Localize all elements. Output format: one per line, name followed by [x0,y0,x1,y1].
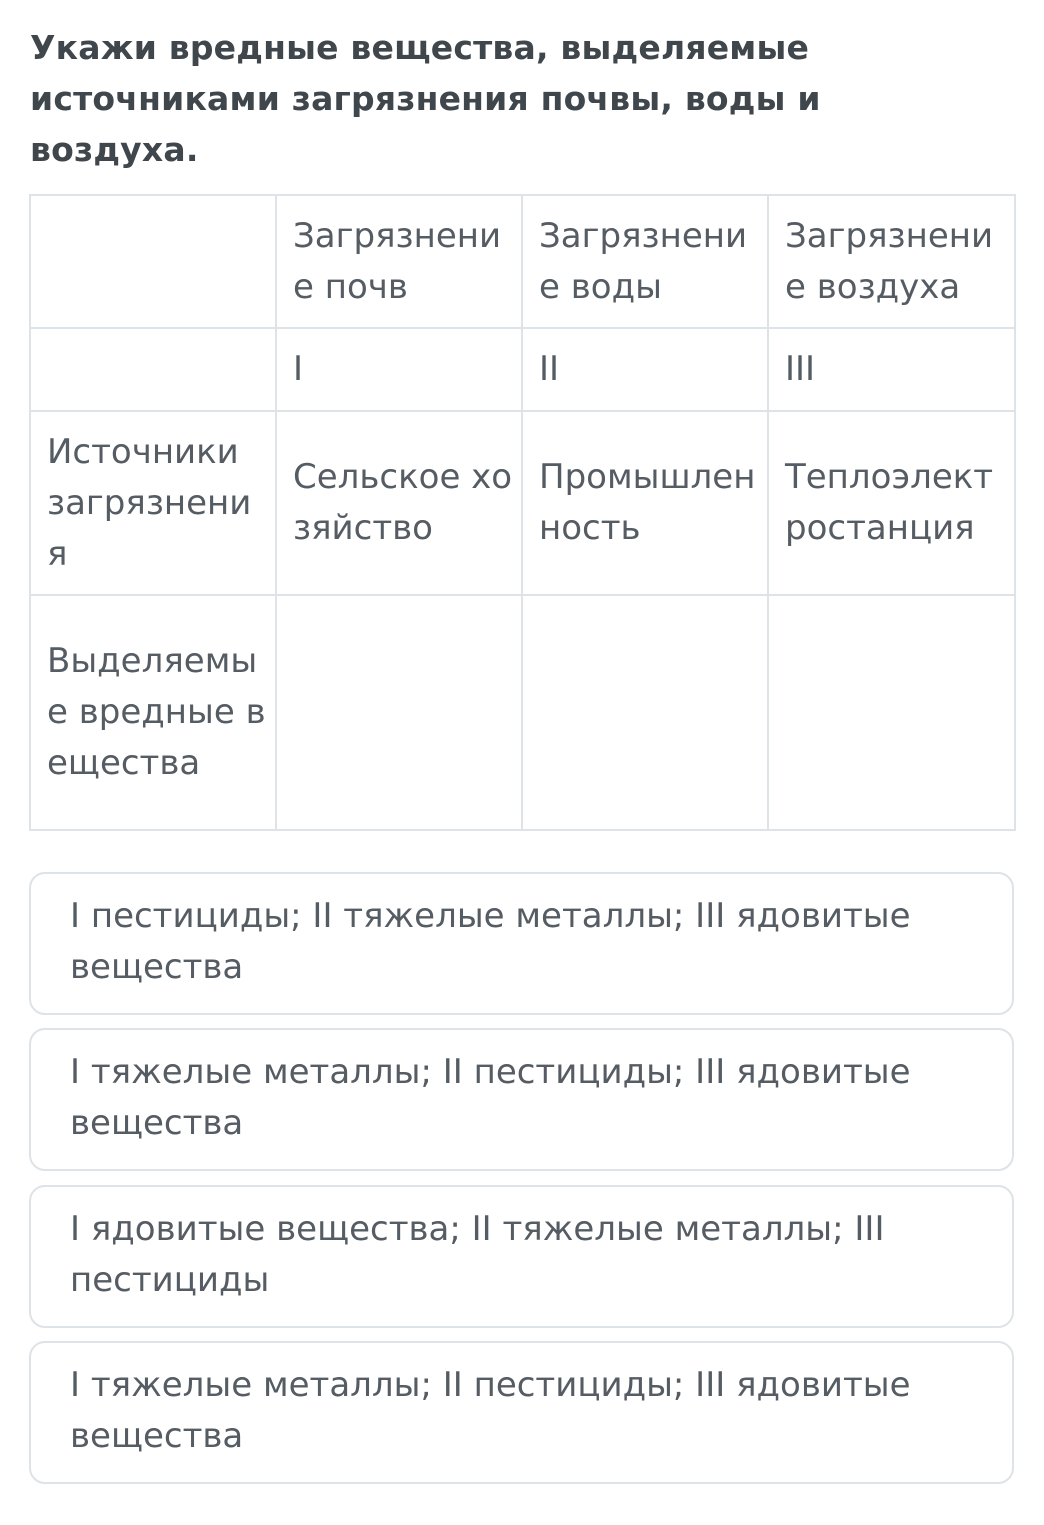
table-cell-empty [30,195,276,328]
table-row-numerals [30,328,1015,411]
substance-cell-iii [768,595,1015,830]
substance-cell-ii [522,595,768,830]
substance-cell-i [276,595,522,830]
source-agriculture: Сельское хозяйство [276,411,522,595]
numeral-iii: III [768,328,1015,411]
table-cell-empty [30,328,276,411]
answer-option-1[interactable]: I пестициды; II тяжелые металлы; III ядовитые вещества [29,872,1014,1015]
header-soil-pollution: Загрязнение почв [276,195,522,328]
source-industry: Промышленность [522,411,768,595]
row-label-sources: Источники загрязнения [30,411,276,595]
header-air-pollution: Загрязнение воздуха [768,195,1015,328]
table-row-header [30,195,1015,328]
answer-option-2[interactable]: I тяжелые металлы; II пестициды; III ядовитые вещества [29,1028,1014,1171]
numeral-i: I [276,328,522,411]
header-water-pollution: Загрязнение воды [522,195,768,328]
row-label-substances: Выделяемые вредные вещества [30,595,276,830]
answer-option-3[interactable]: I ядовитые вещества; II тяжелые металлы; III пестициды [29,1185,1014,1328]
question-title: Укажи вредные вещества, выделяемые источниками загрязнения почвы, воды и воздуха. [30,28,821,169]
answer-option-4[interactable]: I тяжелые металлы; II пестициды; III ядовитые вещества [29,1341,1014,1484]
pollution-table [29,194,1016,831]
table-row-substances [30,595,1015,830]
table-row-sources [30,411,1015,595]
numeral-ii: II [522,328,768,411]
source-power-plant: Теплоэлектростанция [768,411,1015,595]
